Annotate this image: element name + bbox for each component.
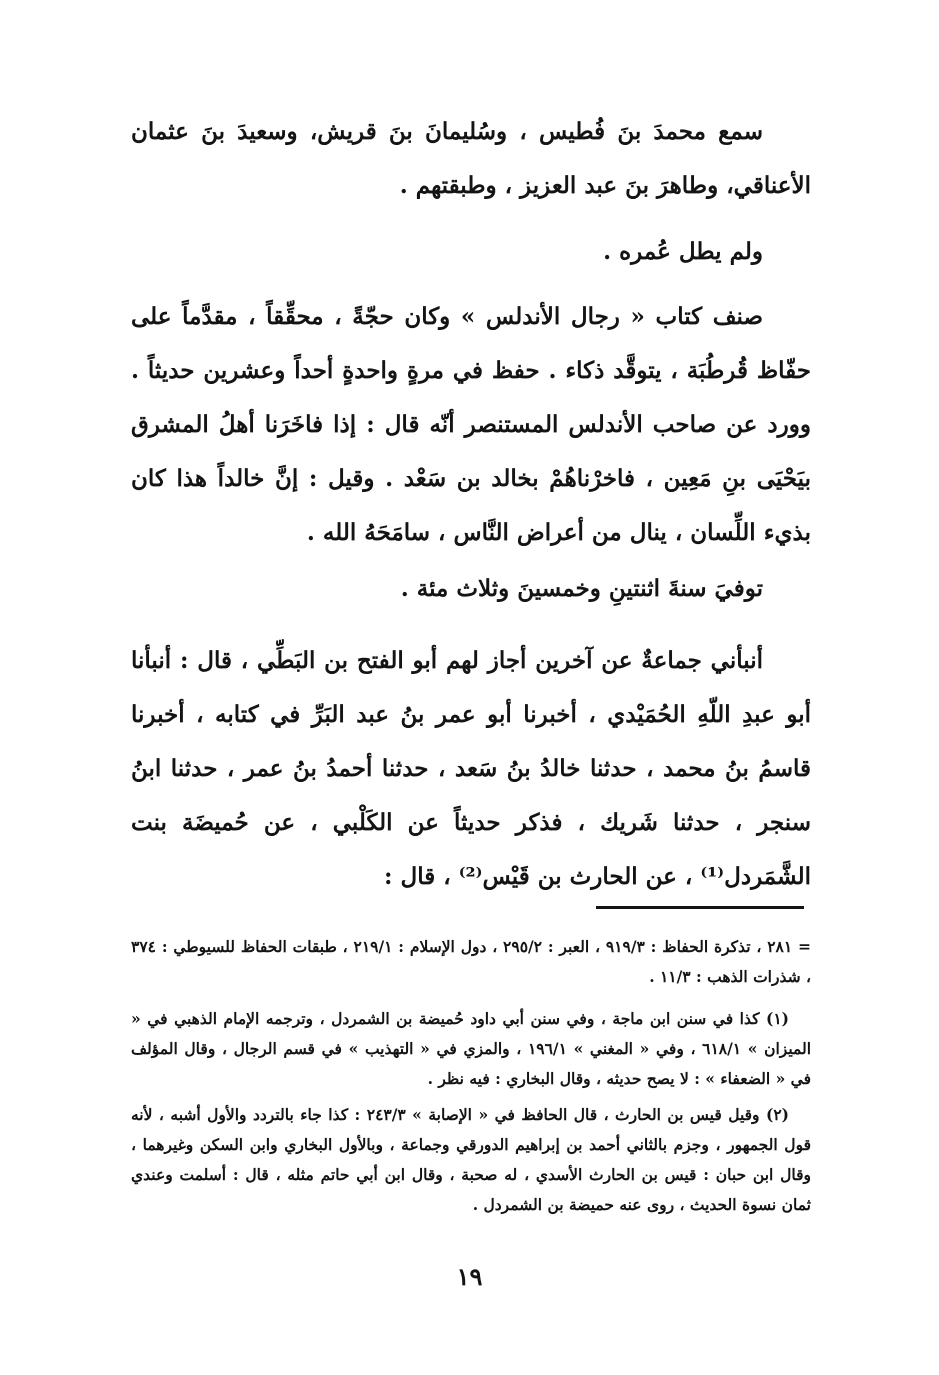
footnote-separator [596, 906, 804, 909]
footnote-2: (٢) وقيل قيس بن الحارث ، قال الحافظ في « الإصابة » ٢٤٣/٣ : كذا جاء بالتردد والأول أشبه ، لأنه قول الجمهور ، وجزم بالثاني أحمد بن إبراهيم الدورقي وجماعة ، وبالأول البخاري وابن السكن وغيرهما ، وقال ابن حبان : قيس بن الحارث الأسدي ، له صحبة ، وقال ابن أبي حاتم مثله ، قال : أسلمت وعندي ثمان نسوة الحديث ، روى عنه حميضة بن الشمردل . [131, 1105, 811, 1214]
footnote-1: (١) كذا في سنن ابن ماجة ، وفي سنن أبي داود حُميضة بن الشمردل ، وترجمه الإمام الذهبي في « الميزان » ٦١٨/١ ، وفي « المغني » ١٩٦/١ ، والمزي في « التهذيب » في قسم الرجال ، وقال المؤلف في « الضعفاء » : لا يصح حديثه ، وقال البخاري : فيه نظر . [131, 1009, 812, 1088]
footnote-continuation: = ٢٨١ ، تذكرة الحفاظ : ٩١٩/٣ ، العبر : ٢٩٥/٢ ، دول الإسلام : ٢١٩/١ ، طبقات الحفاظ للسيوطي : ٣٧٤ ، شذرات الذهب : ١١/٣ . [131, 937, 812, 986]
paragraph-biography: صنف كتاب « رجال الأندلس » وكان حجّةً ، محقِّقاً ، مقدَّماً على حفّاظ قُرطُبَة ، يتوقَّد ذكاء . حفظ في مرةٍ واحدةٍ أحداً وعشرين حديثاً . وورد عن صاحب الأندلس المستنصر أنّه قال : إذا فاخَرَنا أهلُ المشرق بيَحْيَى بنِ مَعِين ، فاخرْناهُمْ بخالد بن سَعْد . وقيل : إنَّ خالداً هذا كان بذيء اللِّسان ، ينال من أعراض النَّاس ، سامَحَهُ الله . [131, 303, 811, 546]
page-number: ١٩ [456, 1262, 483, 1291]
paragraph-teachers: سمع محمدَ بنَ فُطيس ، وسُليمانَ بنَ قريش، وسعيدَ بنَ عثمان الأعناقي، وطاهرَ بنَ عبد العزيز ، وطبقتهم . [131, 118, 811, 199]
paragraph-isnad: أنبأني جماعةٌ عن آخرين أجاز لهم أبو الفتح بن البَطِّي ، قال : أنبأنا أبو عبدِ اللّهِ الحُمَيْدي ، أخبرنا أبو عمر بنُ عبد البَرِّ في كتابه ، أخبرنا قاسمُ بنُ محمد ، حدثنا خالدُ بنُ سَعد ، حدثنا أحمدُ بنُ عمر ، حدثنا ابنُ سنجر ، حدثنا شَريك ، فذكر حديثاً عن الكَلْبي ، عن حُميضَة بنت الشَّمَردل⁽¹⁾ ، عن الحارث بن قَيْس⁽²⁾ ، قال : [131, 647, 811, 890]
paragraph-lifespan: ولم يطل عُمره . [603, 238, 763, 265]
paragraph-death: توفيَ سنةَ اثنتينِ وخمسينَ وثلاث مئة . [400, 575, 763, 602]
